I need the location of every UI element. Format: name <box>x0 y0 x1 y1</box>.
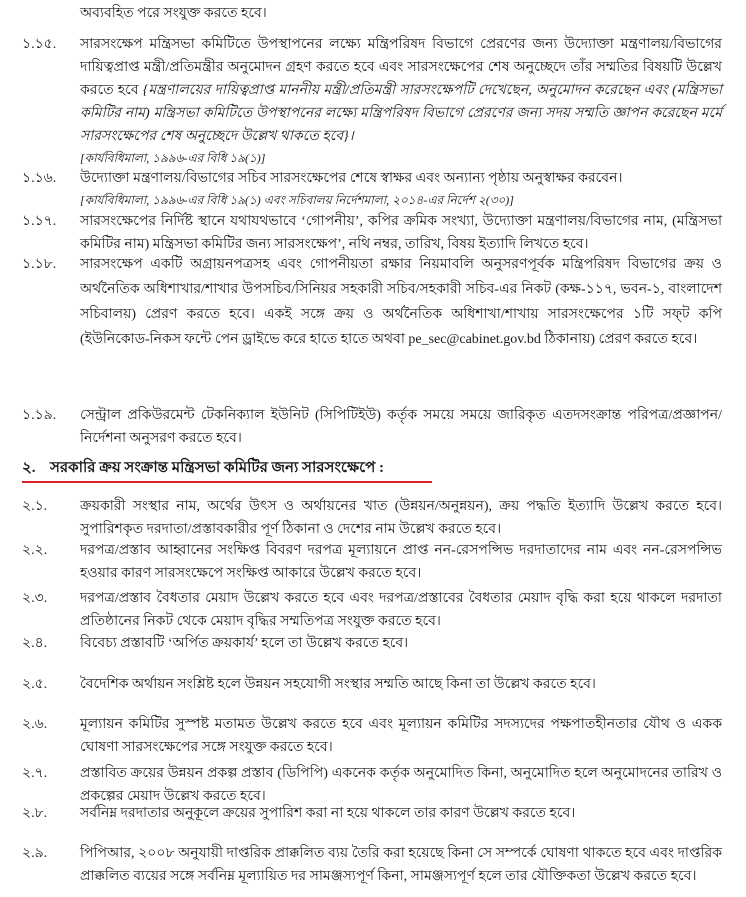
clause-text: দরপত্র/প্রস্তাব আহ্বানের সংক্ষিপ্ত বিবরণ দরপত্র মূল্যায়নে প্রাপ্ত নন-রেসপন্সিভ দরদাতাদের নাম এবং নন-রেসপন্সিভ হওয়ার কারণ সারসংক্ষেপে সংক্ষিপ্ত আকারে উল্লেখ করতে হবে। <box>80 543 722 581</box>
clause-text: সারসংক্ষেপের নির্দিষ্ট স্থানে যথাযথভাবে ‘গোপনীয়’, কপির ক্রমিক সংখ্যা, উদ্যোক্তা মন্ত্রণালয়/বিভাগের নাম, (মন্ত্রিসভা কমিটির নাম) মন্ত্রিসভা কমিটির জন্য সারসংক্ষেপ’, নথি নম্বর, তারিখ, বিষয় ইত্যাদি লিখতে হবে। <box>80 214 722 252</box>
clause-2-4 <box>22 632 722 655</box>
continuation-text: অব্যবহিত পরে সংযুক্ত করতে হবে। <box>80 6 267 21</box>
clause-text: বিবেচ্য প্রস্তাবটি ‘অর্পিত ক্রয়কার্য’ হলে তা উল্লেখ করতে হবে। <box>80 636 409 651</box>
clause-1-15 <box>22 33 722 168</box>
clause-2-6 <box>22 713 722 759</box>
clause-italic-text: {মন্ত্রণালয়ের দায়িত্বপ্রাপ্ত মাননীয় মন্ত্রী/প্রতিমন্ত্রী সারসংক্ষেপটি দেখেছেন, অনুমোদন করেছেন এবং (মন্ত্রিসভা কমিটির নাম) মন্ত্রিসভা কমিটিতে উপস্থাপনের লক্ষ্যে মন্ত্রিপরিষদ বিভাগে প্রেরণের জন্য সদয় সম্মতি জ্ঞাপন করেছেন মর্মে সারসংক্ষেপের শেষ অনুচ্ছেদে উল্লেখ থাকতে হবে}। <box>80 83 723 144</box>
section-2-heading <box>22 456 384 480</box>
clause-text: সারসংক্ষেপ একটি অগ্রায়নপত্রসহ এবং গোপনীয়তা রক্ষার নিয়মাবলি অনুসরণপূর্বক মন্ত্রিপরিষদ বিভাগের ক্রয় ও অর্থনৈতিক অধিশাখার/শাখার উপসচিব/সিনিয়র সহকারী সচিব/সহকারী সচিব-এর নিকট (কক্ষ-১১৭, ভবন-১, বাংলাদেশ সচিবালয়) প্রেরণ করতে হবে। একই সঙ্গে ক্রয় ও অর্থনৈতিক অধিশাখা/শাখায় সারসংক্ষেপের ১টি সফ্‌ট কপি (ইউনিকোড-নিকস ফন্টে পেন ড্রাইভে করে হাতে হাতে অথবা pe_sec@cabinet.gov.bd ঠিকানায়) প্রেরণ করতে হবে। <box>80 257 722 347</box>
section-number: ২. <box>22 460 36 476</box>
clause-text: বৈদেশিক অর্থায়ন সংশ্লিষ্ট হলে উন্নয়ন সহযোগী সংস্থার সম্মতি আছে কিনা তা উল্লেখ করতে হবে। <box>80 677 596 692</box>
clause-number: ২.৯. <box>22 846 48 861</box>
clause-number: ২.৪. <box>22 636 48 651</box>
clause-text: সর্বনিম্ন দরদাতার অনুকূলে ক্রয়ের সুপারিশ করা না হয়ে থাকলে তার কারণ উল্লেখ করতে হবে। <box>80 806 576 821</box>
clause-text: উদ্যোক্তা মন্ত্রণালয়/বিভাগের সচিব সারসংক্ষেপের শেষে স্বাক্ষর এবং অন্যান্য পৃষ্ঠায় অনুস্বাক্ষর করবেন। <box>80 171 623 186</box>
clause-number: ১.১৭. <box>22 214 57 229</box>
clause-2-2 <box>22 539 722 585</box>
clause-text: প্রস্তাবিত ক্রয়ের উন্নয়ন প্রকল্প প্রস্তাব (ডিপিপি) একনেক কর্তৃক অনুমোদিত কিনা, অনুমোদিত হলে অনুমোদনের তারিখ ও প্রকল্পের মেয়াদ উল্লেখ করতে হবে। <box>80 766 722 804</box>
heading-underline <box>22 481 432 483</box>
clause-1-16 <box>22 167 722 210</box>
clause-2-1 <box>22 495 722 541</box>
clause-number: ২.৫. <box>22 677 48 692</box>
clause-1-19 <box>22 404 722 450</box>
section-title: সরকারি ক্রয় সংক্রান্ত মন্ত্রিসভা কমিটির জন্য সারসংক্ষেপে : <box>50 460 385 476</box>
clause-text: সারসংক্ষেপ মন্ত্রিসভা কমিটিতে উপস্থাপনের লক্ষ্যে মন্ত্রিপরিষদ বিভাগে প্রেরণের জন্য উদ্যোক্তা মন্ত্রণালয়/বিভাগের দায়িত্বপ্রাপ্ত মন্ত্রী/প্রতিমন্ত্রীর অনুমোদন গ্রহণ করতে হবে এবং সারসংক্ষেপের শেষ অনুচ্ছেদে তাঁর সম্মতির বিষয়টি উল্লেখ করতে হবে <box>80 37 722 98</box>
clause-number: ১.১৬. <box>22 171 57 186</box>
clause-1-17 <box>22 210 722 256</box>
clause-number: ২.৬. <box>22 717 48 732</box>
clause-number: ১.১৫. <box>22 37 57 52</box>
clause-1-18 <box>22 252 722 352</box>
citation: [কার্যবিধিমালা, ১৯৯৬-এর বিধি ১৯(১)] <box>80 151 266 165</box>
clause-2-5 <box>22 673 722 696</box>
citation: [কার্যবিধিমালা, ১৯৯৬-এর বিধি ১৯(১) এবং সচিবালয় নির্দেশমালা, ২০১৪-এর নির্দেশ ২(৩০)] <box>80 193 514 207</box>
clause-text: মূল্যায়ন কমিটির সুস্পষ্ট মতামত উল্লেখ করতে হবে এবং মূল্যায়ন কমিটির সদস্যদের পক্ষপাতহীনতার যৌথ ও একক ঘোষণা সারসংক্ষেপের সঙ্গে সংযুক্ত করতে হবে। <box>80 717 722 755</box>
clause-number: ২.২. <box>22 543 48 558</box>
clause-number: ১.১৯. <box>22 408 57 423</box>
clause-number: ২.১. <box>22 499 48 514</box>
clause-number: ২.৩. <box>22 591 48 606</box>
clause-number: ২.৭. <box>22 766 48 781</box>
clause-number: ২.৮. <box>22 806 48 821</box>
clause-2-8 <box>22 802 722 825</box>
clause-number: ১.১৮. <box>22 257 57 272</box>
clause-text: পিপিআর, ২০০৮ অনুযায়ী দাপ্তরিক প্রাক্কলিত ব্যয় তৈরি করা হয়েছে কিনা সে সম্পর্কে ঘোষণা থাকতে হবে এবং দাপ্তরিক প্রাক্কলিত ব্যয়ের সঙ্গে সর্বনিম্ন মূল্যায়িত দর সামঞ্জস্যপূর্ণ কিনা, সামঞ্জস্যপূর্ণ হলে তার যৌক্তিকতা উল্লেখ করতে হবে। <box>80 846 722 884</box>
clause-text: ক্রয়কারী সংস্থার নাম, অর্থের উৎস ও অর্থায়নের খাত (উন্নয়ন/অনুন্নয়ন), ক্রয় পদ্ধতি ইত্যাদি উল্লেখ করতে হবে। সুপারিশকৃত দরদাতা/প্রস্তাবকারীর পূর্ণ ঠিকানা ও দেশের নাম উল্লেখ করতে হবে। <box>80 499 722 537</box>
clause-2-3 <box>22 587 722 633</box>
clause-2-9 <box>22 842 722 888</box>
clause-text: দরপত্র/প্রস্তাব বৈধতার মেয়াদ উল্লেখ করতে হবে এবং দরপত্র/প্রস্তাবের বৈধতার মেয়াদ বৃদ্ধি করা হয়ে থাকলে দরদাতা প্রতিষ্ঠানের নিকট থেকে মেয়াদ বৃদ্ধির সম্মতিপত্র সংযুক্ত করতে হবে। <box>80 591 722 629</box>
clause-text: সেন্ট্রাল প্রকিউরমেন্ট টেকনিক্যাল ইউনিট (সিপিটিইউ) কর্তৃক সময়ে সময়ে জারিকৃত এতদসংক্রান্ত পরিপত্র/প্রজ্ঞাপন/নির্দেশনা অনুসরণ করতে হবে। <box>80 408 722 446</box>
